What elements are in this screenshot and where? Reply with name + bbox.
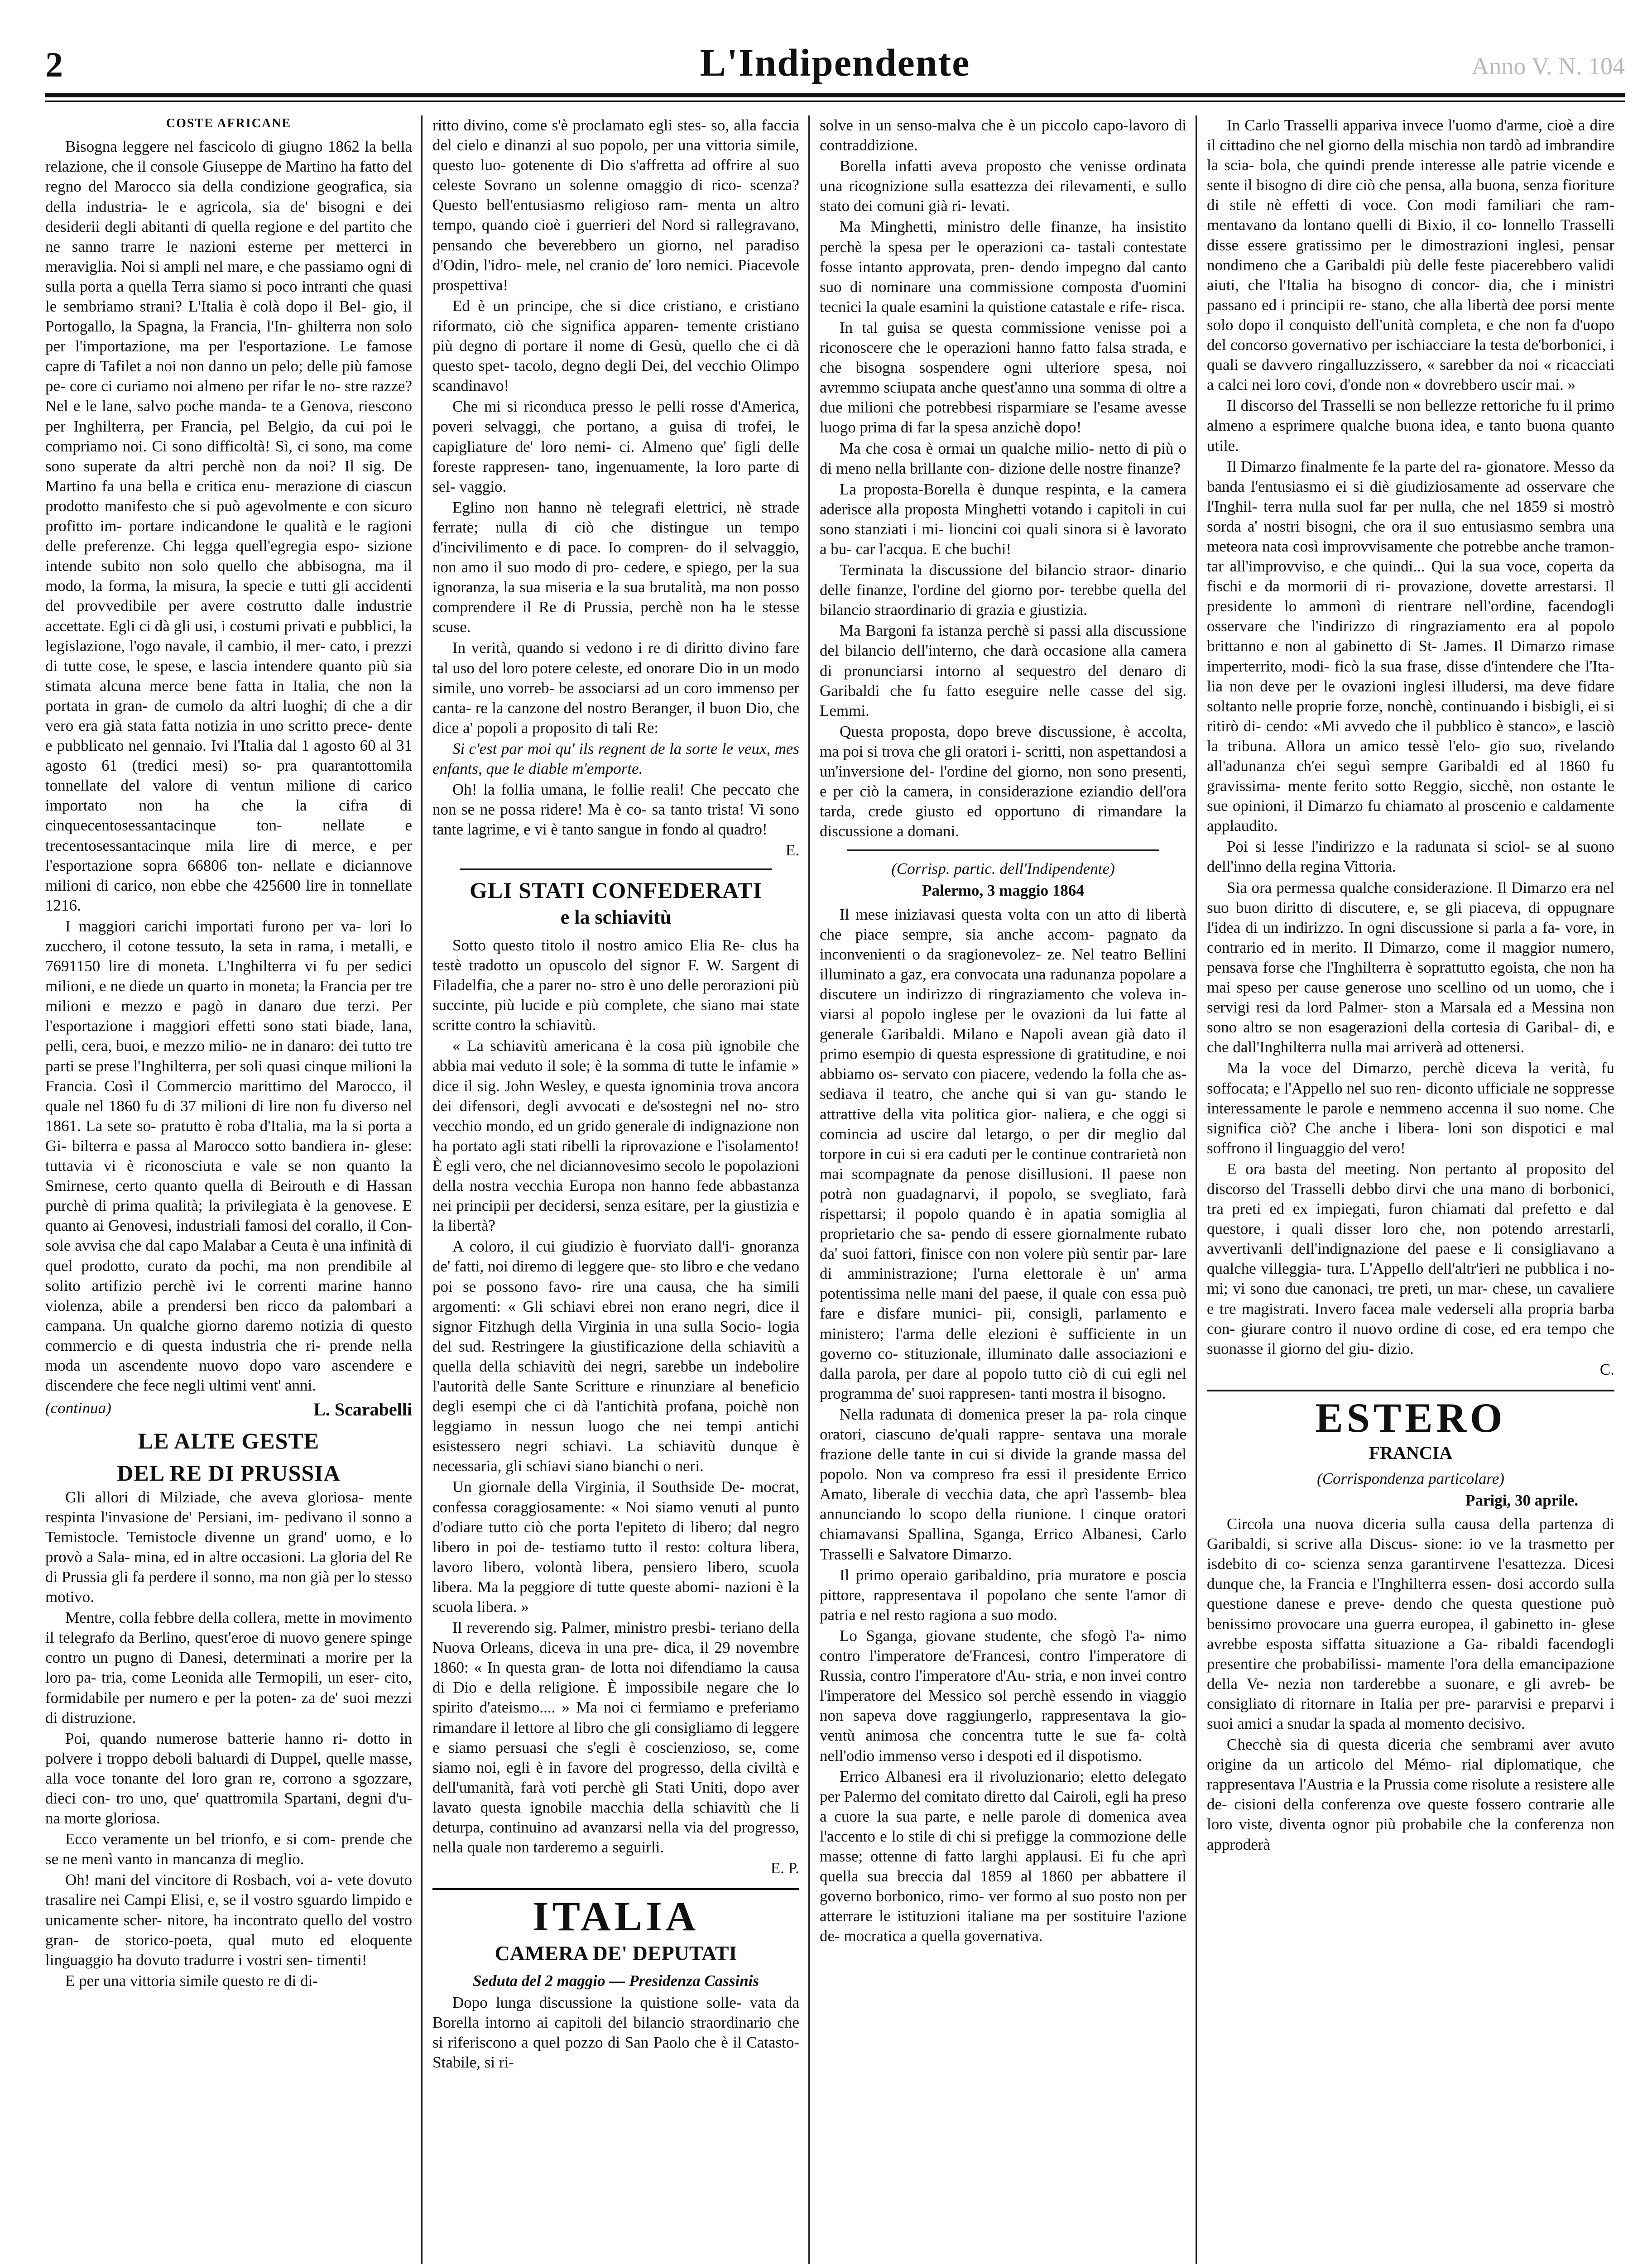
masthead: [45, 27, 1625, 95]
paragraph: In tal guisa se questa commissione venisse poi a riconoscere che le operazioni hanno fatto falsa strada, e che bisogna sospendere ogni ulteriore spesa, noi avremmo sciupata anche quest'anno una somma di oltre a due milioni che potrebbesi risparmiare se l'esame avesse luogo prima di far la spesa anzichè dopo!: [820, 318, 1186, 436]
section-heading: ITALIA: [532, 1893, 700, 1940]
paragraph: Ma Bargoni fa istanza perchè si passi alla discussione del bilancio dell'interno, che darà occasione alla camera di pronunciarsi intorno al sequestro del denaro di Garibaldi che fu fatto eseguire nelle casse del sig. Lemmi.: [820, 622, 1186, 719]
paragraph: Questa proposta, dopo breve discussione, è accolta, ma poi si trova che gli oratori i- scritti, non aspettandosi a un'inversione del- l'ordine del giorno, non sono presenti, e per ciò la camera, in considerazione eziandio dell'ora tarda, crede giusto ed opportuno di rimandare la discussione a domani.: [820, 722, 1186, 840]
paragraph: Oh! mani del vincitore di Rosbach, voi a- vete dovuto trasalire nei Campi Elisi, e, se il vostro sguardo limpido e unicamente scher- nitore, ha incontrato quello del vostro gran- de storico-poeta, qual muto ed eloquente linguaggio ha dovuto tradurre i vostri sen- timenti!: [45, 1871, 412, 1969]
paragraph: E ora basta del meeting. Non pertanto al proposito del discorso del Trasselli debbo dirvi che una mano di borbonici, tra preti ed ex impiegati, furon chiamati dal prefetto e dal questore, i quali disser loro che, non potendo arrestarli, avvertivanli dell'indignazione del paese e li consigliavano a qualche villeggia- tura. L'Appello dell'altr'ieri ne pubblica i no- mi; vi sono due canonaci, tre preti, un mar- chese, un cavaliere e tre magistrati. Invero facea male vederseli alla propria barba con- giurare contro il nuovo ordine di cose, ed era tempo che suonasse il giorno del giu- dizio.: [1207, 1160, 1614, 1357]
paragraph: Ecco veramente un bel trionfo, e si com- prende che se ne menì vanto in mancanza di meglio.: [45, 1830, 412, 1868]
divider: [847, 849, 1159, 851]
signature: E. P.: [770, 1859, 799, 1877]
paragraph: Sotto questo titolo il nostro amico Elia Re- clus ha testè tradotto un opuscolo del signor F. W. Sargent di Filadelfia, che a parer no- stro è uno delle perorazioni più succinte, più lucide e più complete, che siano mai state scritte contro la schiavitù.: [432, 936, 799, 1034]
article-subheading: e la schiavitù: [560, 906, 672, 929]
paragraph: Ma che cosa è ormai un qualche milio- netto di più o di meno nella brillante con- dizione delle nostre finanze?: [820, 439, 1186, 477]
paragraph: In verità, quando si vedono i re di diritto divino fare tal uso del loro potere celeste, ed onorare Dio in un modo simile, uno vorreb- be associarsi ad un coro immenso per canta- re la canzone del nostro Beranger, il buon Dio, che dice a' popoli a proposito di tali Re:: [432, 639, 799, 737]
column-divider: [808, 115, 810, 2264]
paragraph: Ma la voce del Dimarzo, perchè diceva la verità, fu soffocata; e l'Appello nel suo ren- diconto ufficiale ne soppresse interessamente le parole e nemmeno accenna il suo nome. Che significa ciò? Che anche i libera- loni son dispotici e mal soffrono il linguaggio del vero!: [1207, 1059, 1614, 1157]
paragraph: Il reverendo sig. Palmer, ministro presbi- teriano della Nuova Orleans, diceva in una pre- dica, il 29 novembre 1860: « In questa gran- de lotta noi difendiamo la causa di Dio e della religione. È impossibile negare che lo spirito d'ateismo.... » Ma noi ci fermiamo e preferiamo rimandare il lettore al libro che gli consigliamo di leggere e siamo persuasi che s'egli è coscienzioso, se, come siamo noi, egli è in favore del progresso, della civiltà e dell'umanità, farà voti perchè gli Stati Uniti, dopo aver lavato questa ignobile macchia della schiavitù che li deturpa, continuino ad avanzarsi nella via del progresso, nella quale non tarderemo a seguirli.: [432, 1619, 799, 1856]
paragraph: Eglino non hanno nè telegrafi elettrici, nè strade ferrate; nulla di ciò che distingue un tempo d'incivilimento e di pace. Io compren- do il selvaggio, non amo il suo modo di pro- cedere, e spiego, per la sua ignoranza, la sua miseria e la sua brutalità, ma non posso comprendere il Re di Prussia, perchè non ha le stesse scuse.: [432, 498, 799, 636]
column-1: [45, 115, 412, 2264]
paragraph: Oh! la follia umana, le follie reali! Che peccato che non se ne possa ridere! Ma è co- sa tanto trista! Vi sono tante lagrime, e vi è tanto sangue in fondo al quadro!: [432, 781, 799, 839]
paragraph: ritto divino, come s'è proclamato egli stes- so, alla faccia del cielo e dinanzi al suo popolo, per una vittoria simile, questo luo- gotenente di Dio s'affretta ad offrire al suo celeste Sovrano un solenne omaggio di rico- scenza? Questo bell'entusiasmo religioso ram- menta un altro tempo, quando cioè i guerrieri del Nord si rallegravano, pensando che beverebbero un giorno, nel paradiso d'Odin, l'idro- mele, nel cranio de' loro nemici. Piacevole prospettiva!: [432, 116, 799, 294]
newspaper-title: L'Indipendente: [700, 41, 970, 84]
quote: Si c'est par moi qu' ils regnent de la sorte le veux, mes enfants, que le diable m'emporte.: [432, 739, 799, 777]
masthead-rule-thin: [45, 101, 1625, 102]
section-heading: ESTERO: [1315, 1394, 1506, 1441]
dateline: Palermo, 3 maggio 1864: [922, 882, 1084, 900]
paragraph: Gli allori di Milziade, che aveva gloriosa- mente respinta l'invasione de' Persiani, im- pedivano il sonno a Temistocle. Temistocle divenne un grand' uomo, e lo provò a Sala- mina, ed in altre occasioni. La gloria del Re di Prussia gli fa perdere il sonno, ma non già per lo stesso motivo.: [45, 1488, 412, 1606]
signature: E.: [785, 841, 799, 859]
signature: C.: [1599, 1360, 1614, 1378]
paragraph: Lo Sganga, giovane studente, che sfogò l'a- nimo contro l'imperatore de'Francesi, contro l'imperatore di Russia, contro l'imperatore d'Au- stria, e non invei contro l'imperatore del Messico sol perchè essendo in viaggio non sapeva dove raggiungerlo, rappresentava la gio- ventù animosa che concentra tutte le sue fa- coltà nell'odio immenso verso i despoti ed il dispotismo.: [820, 1626, 1186, 1765]
paragraph: Ed è un principe, che si dice cristiano, e cristiano riformato, ciò che significa apparen- temente cristiano più degno di portare il nome di Gesù, quello che ci dà questo spet- tacolo, degno degli Dei, del vecchio Olimpo scandinavo!: [432, 297, 799, 395]
correspondence-note: (Corrispondenza particolare): [1317, 1469, 1504, 1487]
paragraph: Dopo lunga discussione la quistione solle- vata da Borella intorno ai capitoli del bilancio straordinario che si riferiscono a quel pozzo di San Paolo che è il Catasto-Stabile, si ri-: [432, 1993, 799, 2072]
dateline: Parigi, 30 aprile.: [1465, 1491, 1578, 1509]
masthead-issue-info: Anno V. N. 104: [1471, 53, 1625, 80]
paragraph: Sia ora permessa qualche considerazione. Il Dimarzo era nel suo buon diritto di discutere, e, se gli piaceva, di oppugnare l'idea di un indirizzo. In ogni discussione si parla a fa- vore, in contrario ed in merito. Il Dimarzo, come il maggior numero, pensava forse che l'Inghilterra è soprattutto egoista, che non ha mai speso per cause generose uno scellino od un uomo, che i servigi resi da lord Palmer- ston a Marsala ed a Messina non sono altro se non esagerazioni della cortesia di Garibal- di, e che dall'Inghilterra nulla mai arriverà ad ottenersi.: [1207, 878, 1614, 1056]
masthead-rule: [45, 93, 1625, 97]
paragraph: Il Dimarzo finalmente fe la parte del ra- gionatore. Messo da banda l'entusiasmo ei si diè giudiziosamente ad osservare che l'Inghil- terra nulla suol far per nulla, che nel 1859 si mostrò sorda a' nostri bisogni, che ora il suo entusiasmo sembra una meteora nata così improvvisamente che potrebbe anche tramon- tar all'improvviso, e che quindi... Qui la sua voce, coperta da fischi e da mormorii di ri- provazione, dovette arrestarsi. Il presidente lo ammonì di rientrare nell'ordine, facendogli osservare che l'indirizzo di ringraziamento era al popolo brittanno e non al gabinetto di St- James. Il Dimarzo rimase imperterrito, modi- ficò la sua frase, disse d'intendere che l'Ita- lia non deve per le ovazioni inglesi illudersi, ma deve fidare soltanto nelle proprie forze, nonchè, continuando i bisbigli, ei si ritirò di- cendo: «Mi avvedo che il pubblico è stanco», e lasciò la tribuna. Allora un amico tessè l'elo- gio suo, rivelando all'adunanza ch'ei seguì sempre Garibaldi ed al 1860 fu gravissima- mente ferito sotto Reggio, sicchè, non ostante le sue opinioni, il Dimarzo fu chiamato al proscenio e caldamente applaudito.: [1207, 457, 1614, 835]
column-2: [432, 115, 799, 2264]
divider: [432, 1888, 799, 1890]
paragraph: Poi si lesse l'indirizzo e la radunata si sciol- se al suono dell'inno della regina Vittoria.: [1207, 838, 1614, 876]
paragraph: Ma Minghetti, ministro delle finanze, ha insistito perchè la spesa per le operazioni ca- tastali contestate fosse intanto approvata, pren- dendo impegno dal canto suo di nominare una commissione composta d'uomini tecnici la quale esamini la quistione catastale e rife- risca.: [820, 218, 1186, 316]
paragraph: Il discorso del Trasselli se non bellezze rettoriche fu il primo almeno a esprimere qualche buona idea, e tanto buona quanto utile.: [1207, 397, 1614, 455]
author-name: L. Scarabelli: [313, 1399, 412, 1420]
column-4: [1207, 115, 1614, 2264]
section-subheading: FRANCIA: [1369, 1442, 1453, 1463]
paragraph: Circola una nuova diceria sulla causa della partenza di Garibaldi, si scrive alla Discus- sione: io ve la trasmetto per isdebito di co- scienza senza garantirvene l'esattezza. Dicesi dunque che, la Francia e l'Inghilterra essen- dosi accordo sulla questione danese e preve- dendo che questa questione può benissimo provocare una guerra europea, il gabinetto in- glese avrebbe esposta siffatta situazione a Ga- ribaldi facendogli presentire che probabilissi- mamente l'ora della emancipazione della Ve- nezia non tarderebbe a suonare, e gli avreb- be consigliato di ritornare in Italia per pre- pararvisi e preparvi i suoi amici a snudar la spada al momento decisivo.: [1207, 1515, 1614, 1733]
paragraph: « La schiavitù americana è la cosa più ignobile che abbia mai veduto il sole; è la somma di tutte le infamie » dice il sig. John Wesley, e questa ignominia trova ancora dei difensori, degli avvocati e de'sostegni nel no- stro vecchio mondo, ed un grido generale di indignazione non ha portato agli stati ribelli la riprovazione e l'isolamento! È egli vero, che nel diciannovesimo secolo le popolazioni della nostra vecchia Europa non hanno fede abbastanza nei principii per decidersi, senza esitare, per la giustizia e la libertà?: [432, 1037, 799, 1235]
column-divider: [1196, 115, 1197, 2264]
column-3: [820, 115, 1186, 2264]
session-line: Seduta del 2 maggio — Presidenza Cassinis: [472, 1971, 759, 1990]
paragraph: Bisogna leggere nel fascicolo di giugno 1862 la bella relazione, che il console Giuseppe de Martino ha fatto del regno del Marocco sia della condizione geografica, sia della industria- le e agricola, sia de' bisogni e dei desiderii degli abitanti di quella regione e del partito che ne sanno trarre le nazioni esterne per metterci in meraviglia. Noi si ampli nel mare, e che passiamo ogni di sulla porta a quella Terra siamo si poco intranti che quasi le sembriamo strani? L'Italia è colà dopo il Bel- gio, il Portogallo, la Spagna, la Francia, l'In- ghilterra non solo per l'importazione, ma per l'esportazione. Le famose capre di Tafilet a noi non danno un pelo; delle più famose pe- core ci curiamo noi almeno per rifar le no- stre razze? Nel e le lane, salvo poche manda- te a Genova, riescono per Inghilterra, per Francia, pel Belgio, da cui poi le compriamo noi. Ci sono difficoltà! Sì, ci sono, ma come sono superate da altri perchè non da noi? Il sig. De Martino fa una bella e critica enu- merazione di ciascun prodotto manifesto che si può agevolmente e con sicuro profitto im- portare indicandone le qualità e le ragioni delle preferenze. Chi legga quell'egregia espo- sizione intende subito non solo quello che abbisogna, ma il modo, la forma, la misura, la specie e tutti gli accidenti del provvedibile per avere costrutto dalle industrie accettate. Egli ci dà gli usi, i costumi privati e pubblici, la legislazione, l'ogo navale, il cambio, il mer- cato, i prezzi di tutte cose, le spese, e lascia intendere quanto più sia stimata alcuna merce bene fatta in Italia, che non la portata in gran- de cumolo da altri luoghi; di che a dir vero era già stata fatta notizia in uno scritto prece- dente e pubblicato nel gennaio. Ivi l'Italia dal 1 agosto 60 al 31 agosto 61 (tredici mesi) so- pra quarantottomila tonnellate del valore di ventun milione di carico importato non ha che la cifra di cinquecentosessantacinque ton- nellate e trecentosessantacinque mila lire di merce, e per l'esportazione sopra 66806 ton- nellate e diciannove milioni di carico, non ebbe che 425600 lire in tonnellate 1216.: [45, 138, 412, 914]
page-number: 2: [45, 45, 63, 84]
article-heading: GLI STATI CONFEDERATI: [469, 878, 763, 903]
paragraph: Il mese iniziavasi questa volta con un atto di libertà che piace sempre, sia anche accom- pagnato da inconvenienti o da sragionevolez- ze. Nel teatro Bellini illuminato a gaz, era convocata una radunanza popolare a discutere un indirizzo di ringraziamento che voleva in- viarsi al popolo inglese per le ovazioni da lui fatte al generale Garibaldi. Milano e Napoli avean già dato il primo esempio di questa espressione di gratitudine, e noi abbiamo os- servato con piacere, vedendo la folla che as- sediava il teatro, che anche qui si van gu- stando le attrattive della vita politica gior- naliera, e che oggi si comincia ad uscire dal letargo, o per dir meglio dal torpore in cui si era caduti per le continue contrarietà non mai scompagnate da penose disillusioni. Il paese non potrà non guadagnarvi, il popolo, se svegliato, farà rispettarsi; il popolo quando è in apatia somiglia al proprietario che sa- pendo di essere giornalmente rubato da' suoi fattori, finisce con non volere più sentir par- lare di amministrazione; l'urna elettorale è un' arma potentissima nelle mani del paese, il quale con essa può fare e disfare munici- pii, consigli, parlamento e ministero; l'arma delle elezioni è sufficiente in un governo co- stituzionale, illuminato dalle associazioni e dalla parola, per dare al popolo tutto ciò di cui egli nel programma de' suoi rappresen- tanti mostra il bisogno.: [820, 905, 1186, 1402]
paragraph: Che mi si riconduca presso le pelli rosse d'America, poveri selvaggi, che portano, a guisa di trofei, le capigliature de' loro nemi- ci. Almeno que' figli delle foreste rappresen- tano, ingenuamente, la loro parte di sel- vaggio.: [432, 398, 799, 495]
paragraph: Un giornale della Virginia, il Southside De- mocrat, confessa coraggiosamente: « Noi siamo venuti al punto d'odiare tutto ciò che porta l'epiteto di libero; dal negro libero in poi de- testiamo tutto il resto: coltura libera, lavoro libero, volontà libera, pensiero libero, scuola libera. Ma la peggiore di tutte queste abomi- nazioni è la scuola libera. »: [432, 1478, 799, 1616]
correspondence-note: (Corrisp. partic. dell'Indipendente): [891, 860, 1115, 878]
paragraph: Errico Albanesi era il rivoluzionario; eletto delegato per Palermo del comitato diretto dal Cairoli, egli ha preso a cuore la sua parte, e nelle parole di domenica avea l'accento e lo stile di chi si prefigge la commozione delle masse; ottenne di fatto larghi applausi. Ei fu che aprì quella sua breccia dal 1859 al 1860 per abbattere il governo borbonico, rimo- ver formo al suo posto non per atterrare le istituzioni italiane ma per sostituire l'azione de- mocratica a quella governativa.: [820, 1767, 1186, 1945]
section-subheading: CAMERA DE' DEPUTATI: [495, 1941, 737, 1965]
paragraph: La proposta-Borella è dunque respinta, e la camera aderisce alla proposta Minghetti votando i capitoli in cui sono stanziati i mi- lioncini coi quali sinora si è lavorato a bu- car l'acqua. E che buchi!: [820, 480, 1186, 558]
paragraph: E per una vittoria simile questo re di di-: [65, 1971, 318, 1990]
article-heading: DEL RE DI PRUSSIA: [117, 1460, 341, 1486]
paragraph: Poi, quando numerose batterie hanno ri- dotto in polvere i troppo deboli baluardi di Duppel, quelle masse, alla voce tonante del loro gran re, corrono a sgozzare, dieci con- tro uno, que' quattromila Spartani, degni d'u- na morte gloriosa.: [45, 1729, 412, 1828]
divider: [1207, 1390, 1614, 1391]
paragraph: Nella radunata di domenica preser la pa- rola cinque oratori, ciascuno de'quali rappre- sentava una morale frazione delle tante in cui si divide la grande massa del popolo. Non va compreso fra essi il presidente Errico Amato, liberale di vecchia data, che aprì l'assemb- blea annunciando lo scopo della riunione. I cinque oratori chiamavansi Spallina, Sganga, Errico Albanesi, Carlo Trasselli e Salvatore Dimarzo.: [820, 1405, 1186, 1563]
divider: [460, 868, 772, 870]
section-label: COSTE AFRICANE: [166, 116, 292, 130]
paragraph: Il primo operaio garibaldino, pria muratore e poscia pittore, rappresentava il popolano che sente l'amor di patria e nel resto ragiona a suo modo.: [820, 1566, 1186, 1624]
paragraph: I maggiori carichi importati furono per va- lori lo zucchero, il cotone tessuto, la seta in rama, i metalli, e 7691150 lire di moneta. L'Inghilterra vi fu per sedici milioni, e ne diede un quarto in moneta; la Francia per tre milioni e mezzo e pagò in danaro due terzi. Per l'esportazione i maggiori effetti sono stati biade, lana, pelli, cera, buoi, e mezzo milio- ne in danaro: dei tutto tre parti se prese l'Inghilterra, per soli quasi cinque milioni la Francia. Così il Commercio marittimo del Marocco, il quale nel 1860 fu di 37 milioni di lire non fu diverso nel 1861. La sete so- pratutto è roba d'Italia, ma la si porta a Gi- bilterra e passa al Marocco sotto bandiera in- glese: tuttavia vi è riconosciuta e vale se non quanto la Smirnese, certo quanto quella di Beirouth e di Hassan purchè di prima qualità; la privilegiata è la genovese. E quanto ai Genovesi, industriali famosi del corallo, il Con- sole avvisa che dal capo Malabar a Ceuta è una infinità di quel prodotto, curato da pochi, ma non prendibile al solito artifizio perchè ivi le correnti marine hanno violenza, abile a prendersi ben ricco da palombari a campana. Un qualche giorno daremo notizia di questo commercio e di questa industria che ri- prende nella moda un ascendente nuovo dopo varo ascendere e discendere che fece negli ultimi vent' anni.: [45, 917, 412, 1395]
paragraph: Terminata la discussione del bilancio straor- dinario delle finanze, l'ordine del giorno por- terebbe quella del bilancio straordinario di grazia e giustizia.: [820, 561, 1186, 619]
paragraph: A coloro, il cui giudizio è fuorviato dall'i- gnoranza de' fatti, noi diremo di leggere que- sto libro e che vedano poi se possono favo- rire una causa, che ha simili argomenti: « Gli schiavi ebrei non erano negri, dice il signor Fitzhugh della Virginia in una sulla Socio- logia del sud. Restringere la giustificazione della schiavitù a quella della schiavitù dei negri, sarebbe un indebolire l'autorità delle Sante Scritture e rinunziare al beneficio degli esempi che ci dà l'antichità profana, poichè non leggiamo in nessun luogo che nei tempi antichi esistessero negri schiavi. La schiavitù dunque è necessaria, gli schiavi siano bianchi o neri.: [432, 1238, 799, 1475]
paragraph: solve in un senso-malva che è un piccolo capo-lavoro di contraddizione.: [820, 116, 1186, 154]
column-divider: [421, 115, 423, 2264]
paragraph: In Carlo Trasselli appariva invece l'uomo d'arme, cioè a dire il cittadino che nel giorno della mischia non tardò ad imbrandire la scia- bola, che quindi prende interesse alle patrie vicende e sente il bisogno di dire ciò che pensa, alla buona, senza fioriture di stile nè effetti di voce. Con modi familiari che ram- mentavano da lontano quelli di Bixio, il co- lonnello Trasselli disse essere gratissimo per le dimostrazioni inglesi, pensar nondimeno che a Garibaldi più delle feste piacerebbero validi aiuti, che l'Italia ha bisogno di concor- dia, che i ministri passano ed i principii re- stano, che alla libertà dee porsi mente solo dopo il conquisto dell'unità completa, e che non fa d'uopo del concorso governativo per ischiacciare la testa de'borbonici, i quali se davvero ringalluzzissero, « sarebber da noi « ricacciati a calci nei loro covi, d'onde non « dovrebbero uscir mai. »: [1207, 116, 1614, 394]
article-heading: LE ALTE GESTE: [138, 1428, 320, 1453]
paragraph: Checchè sia di questa diceria che sembrami aver avuto origine da un articolo del Mémo- rial diplomatique, che rappresentava l'Austria e la Prussia come risolute a resistere alle de- cisioni della conferenza ove queste fossero contrarie alle loro viste, diventa ognor più probabile che la conferenza non approderà: [1207, 1736, 1614, 1853]
paragraph: Mentre, colla febbre della collera, mette in movimento il telegrafo da Berlino, quest'eroe di nuovo genere spinge contro un pugno di Danesi, determinati a morire per la loro pa- tria, come Leonida alle Termopili, un eser- cito, formidabile per numero e per la poten- za de' suoi mezzi di distruzione.: [45, 1609, 412, 1727]
signature-line: [45, 1398, 412, 1421]
continued-note: (continua): [45, 1399, 111, 1417]
paragraph: Borella infatti aveva proposto che venisse ordinata una ricognizione sulla esattezza dei rilevamenti, e sullo stato dei comuni già ri- levati.: [820, 157, 1186, 215]
